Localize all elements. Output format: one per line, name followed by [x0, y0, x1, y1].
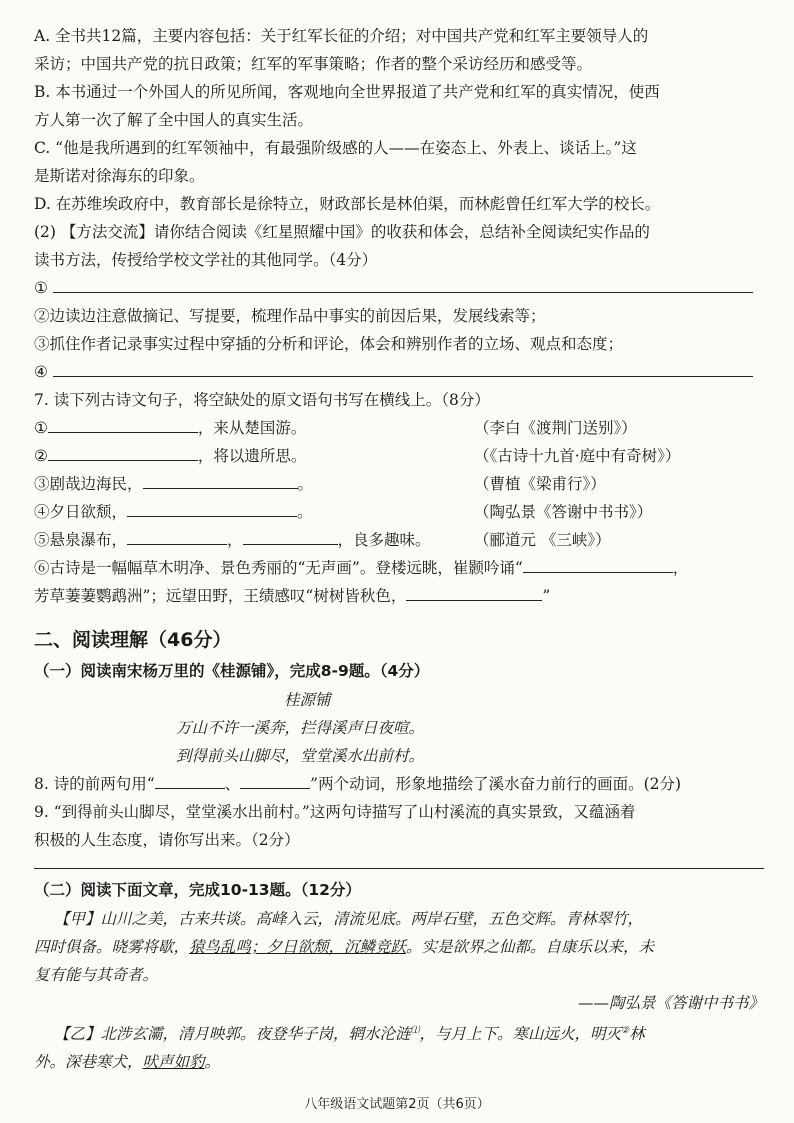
- jia-2-a: 四时俱备。晓雾将歇，: [34, 938, 190, 956]
- q8-sep: 、: [224, 775, 241, 793]
- jia-source: ——陶弘景《答谢中书书》: [577, 994, 764, 1012]
- part-1-title: （一）阅读南宋杨万里的《桂源铺》，完成8-9题。（4分）: [34, 662, 430, 680]
- q7-3-text: ③剧哉边海民，: [34, 475, 143, 493]
- yi-2-b: 。: [204, 1053, 221, 1072]
- q7-3-blank[interactable]: [143, 472, 298, 489]
- jia-2-underlined: 猿鸟乱鸣；夕日欲颓，沉鳞竞跃: [189, 938, 407, 956]
- yi-line-2: [34, 1048, 764, 1076]
- q7-6-end: ”: [542, 587, 551, 605]
- yi-1-a: 【乙】北涉玄灞，清月映郭。夜登华子岗，辋水沦涟: [54, 1025, 411, 1044]
- q7-5-text: ⑤悬泉瀑布，: [34, 531, 128, 549]
- poem-line-1: 万山不许一溪奔，拦得溪声日夜喧。: [176, 719, 425, 737]
- q7-title: 7. 读下列古诗文句子，将空缺处的原文语句书写在横线上。（8分）: [34, 391, 490, 409]
- q7-5-comma: ，: [227, 531, 243, 549]
- option-d-line1: D. 在苏维埃政府中，教育部长是徐特立，财政部长是林伯渠，而林彪曾任红军大学的校长。: [34, 195, 661, 213]
- q8-text-a: 8. 诗的前两句用“: [34, 775, 155, 793]
- yi-2-underlined: 吠声如豹: [142, 1053, 205, 1072]
- q7-5-end: ，良多趣味。: [337, 531, 431, 549]
- exam-page: [34, 22, 764, 1076]
- q7-1-blank[interactable]: [48, 416, 198, 433]
- option-c-line1: C. “他是我所遇到的红军领袖中，有最强阶级感的人——在姿态上、外表上、谈话上。”这: [34, 139, 637, 157]
- method-1: [34, 274, 764, 302]
- yi-note-1: ⑴: [410, 1026, 420, 1036]
- q7-4-blank[interactable]: [127, 500, 297, 517]
- yi-note-2: ②: [621, 1026, 630, 1036]
- q7-4-source: （陶弘景《答谢中书书》）: [474, 503, 653, 521]
- method-1-answer-line[interactable]: [53, 276, 753, 293]
- q8-text-c: ”两个动词，形象地描绘了溪水奋力前行的画面。(2分): [310, 775, 682, 793]
- page-footer: 八年级语文试题第2页（共6页）: [304, 1097, 490, 1112]
- method-4-marker: ④: [34, 363, 48, 381]
- method-4: [34, 358, 764, 386]
- method-1-marker: ①: [34, 279, 48, 297]
- option-c-line2: 是斯诺对徐海东的印象。: [34, 167, 205, 185]
- yi-1-b: ，与月上下。寒山远火，明灭: [419, 1025, 622, 1044]
- q7-2-blank[interactable]: [48, 444, 198, 461]
- q7-3-source: （曹植《梁甫行》）: [474, 475, 606, 493]
- option-a-line1: A. 全书共12篇，主要内容包括：关于红军长征的介绍；对中国共产党和红军主要领导人的: [34, 27, 649, 45]
- poem-line-2: 到得前头山脚尽，堂堂溪水出前村。: [176, 747, 425, 765]
- q8-blank-b[interactable]: [240, 772, 310, 789]
- yi-2-a: 外。深巷寒犬，: [34, 1053, 143, 1072]
- q7-5-blank-a[interactable]: [127, 528, 227, 545]
- jia-line-2: [34, 933, 764, 961]
- q9-line1: 9. “到得前头山脚尽，堂堂溪水出前村。”这两句诗描写了山村溪流的真实景致，又蕴涵着: [34, 803, 636, 821]
- q7-2-text: ，将以遗所思。: [197, 447, 307, 465]
- q7-item-3: [34, 470, 764, 498]
- q7-4-end: 。: [297, 503, 313, 521]
- q7-6-blank-a[interactable]: [523, 556, 673, 573]
- q7-item-1: [34, 414, 764, 442]
- q7-1-text: ，来从楚国游。: [197, 419, 307, 437]
- q6-2-line2: 读书方法，传授给学校文学社的其他同学。（4分）: [34, 251, 378, 269]
- q7-6-comma: ，: [672, 559, 689, 577]
- poem-title: 桂源铺: [284, 691, 331, 709]
- yi-1-c: 林: [629, 1025, 645, 1044]
- part-2-title: （二）阅读下面文章，完成10-13题。（12分）: [34, 881, 361, 899]
- q7-item-6-line1: [34, 554, 764, 582]
- q7-item-4: [34, 498, 764, 526]
- yi-line-1: [34, 1017, 764, 1048]
- method-4-answer-line[interactable]: [53, 360, 753, 377]
- q7-item-5: [34, 526, 764, 554]
- q7-6-blank-b[interactable]: [406, 584, 542, 601]
- q8: [34, 770, 764, 798]
- q7-2-marker: ②: [34, 447, 48, 465]
- q7-2-source: （《古诗十九首·庭中有奇树》）: [474, 447, 681, 465]
- jia-line-1: 【甲】山川之美，古来共谈。高峰入云，清流见底。两岸石壁，五色交辉。青林翠竹，: [54, 910, 644, 928]
- q7-item-6-line2: [34, 582, 764, 610]
- option-b-line1: B. 本书通过一个外国人的所见所闻，客观地向全世界报道了共产党和红军的真实情况，使西: [34, 83, 660, 101]
- option-b-line2: 方人第一次了解了全中国人的真实生活。: [34, 111, 314, 129]
- q6-2-line1: (2) 【方法交流】请你结合阅读《红星照耀中国》的收获和体会，总结补全阅读纪实作品的: [34, 223, 650, 241]
- q7-6-text-c: 芳草萋萋鹦鹉洲”；远望田野，王绩感叹“树树皆秋色，: [34, 587, 407, 605]
- q7-3-end: 。: [297, 475, 314, 493]
- q7-5-source: （郦道元 《三峡》）: [474, 531, 611, 549]
- q7-1-marker: ①: [34, 419, 48, 437]
- jia-line-3: 复有能与其奇者。: [34, 966, 159, 984]
- q7-5-blank-b[interactable]: [243, 528, 338, 545]
- section-2-title: 二、阅读理解（46分）: [34, 629, 232, 651]
- jia-2-b: 。实是欲界之仙都。自康乐以来，未: [406, 938, 655, 956]
- q7-4-text: ④夕日欲颓，: [34, 503, 128, 521]
- q8-blank-a[interactable]: [155, 772, 225, 789]
- q9-line2: 积极的人生态度，请你写出来。（2分）: [34, 831, 300, 849]
- q7-item-2: [34, 442, 764, 470]
- method-3: ③抓住作者记录事实过程中穿插的分析和评论，体会和辨别作者的立场、观点和态度；: [34, 335, 624, 353]
- option-a-line2: 采访；中国共产党的抗日政策；红军的军事策略；作者的整个采访经历和感受等。: [34, 55, 593, 73]
- method-2: ②边读边注意做摘记、写提要，梳理作品中事实的前因后果，发展线索等；: [34, 307, 546, 325]
- q9-answer-line[interactable]: [34, 868, 764, 869]
- q7-1-source: （李白《渡荆门送别》）: [474, 419, 637, 437]
- q7-6-text-a: ⑥古诗是一幅幅草木明净、景色秀丽的“无声画”。登楼远眺，崔颢吟诵“: [34, 559, 523, 577]
